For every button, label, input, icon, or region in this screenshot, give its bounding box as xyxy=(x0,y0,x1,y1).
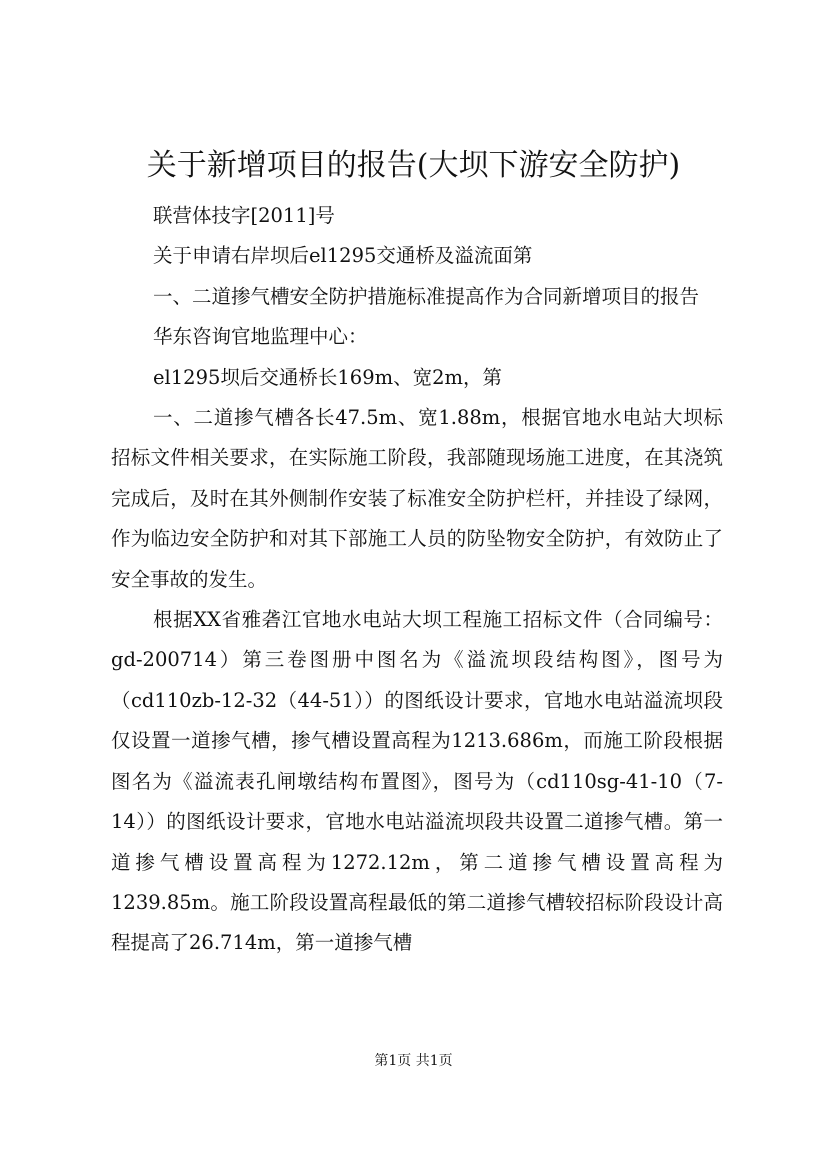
page-footer: 第1页 共1页 xyxy=(374,1053,453,1069)
paragraph-design-basis: 根据XX省雅砻江官地水电站大坝工程施工招标文件（合同编号：gd-200714）第三卷图册中图名为《溢流坝段结构图》，图号为（cd110zb-12-32（44-51））的图纸设计要求，官地水电站溢流坝段仅设置一道掺气槽，掺气槽设置高程为1213.686m，而施工阶段根据图名为《溢流表孔闸墩结构布置图》，图号为（cd110sg-41-10（7-14））的图纸设计要求，官地水电站溢流坝段共设置二道掺气槽。第一道掺气槽设置高程为1272.12m，第二道掺气槽设置高程为1239.85m。施工阶段设置高程最低的第二道掺气槽较招标阶段设计高程提高了26.714m，第一道掺气槽 xyxy=(111,608,723,955)
paragraph-subject-line-1: 关于申请右岸坝后el1295交通桥及溢流面第 xyxy=(153,244,533,268)
document-title: 关于新增项目的报告(大坝下游安全防护) xyxy=(146,148,681,183)
paragraph-safety-measures: 一、二道掺气槽各长47.5m、宽1.88m，根据官地水电站大坝标招标文件相关要求，在实际施工阶段，我部随现场施工进度，在其浇筑完成后，及时在其外侧制作安装了标准安全防护栏杆，并挂设了绿网，作为临边安全防护和对其下部施工人员的防坠物安全防护，有效防止了安全事故的发生。 xyxy=(111,406,723,591)
paragraph-subject-line-2: 一、二道掺气槽安全防护措施标准提高作为合同新增项目的报告 xyxy=(153,284,700,308)
paragraph-doc-number: 联营体技字[2011]号 xyxy=(153,204,335,227)
document-body xyxy=(111,196,723,964)
paragraph-bridge-dimensions: el1295坝后交通桥长169m、宽2m，第 xyxy=(153,365,503,389)
paragraph-addressee: 华东咨询官地监理中心： xyxy=(153,325,368,349)
